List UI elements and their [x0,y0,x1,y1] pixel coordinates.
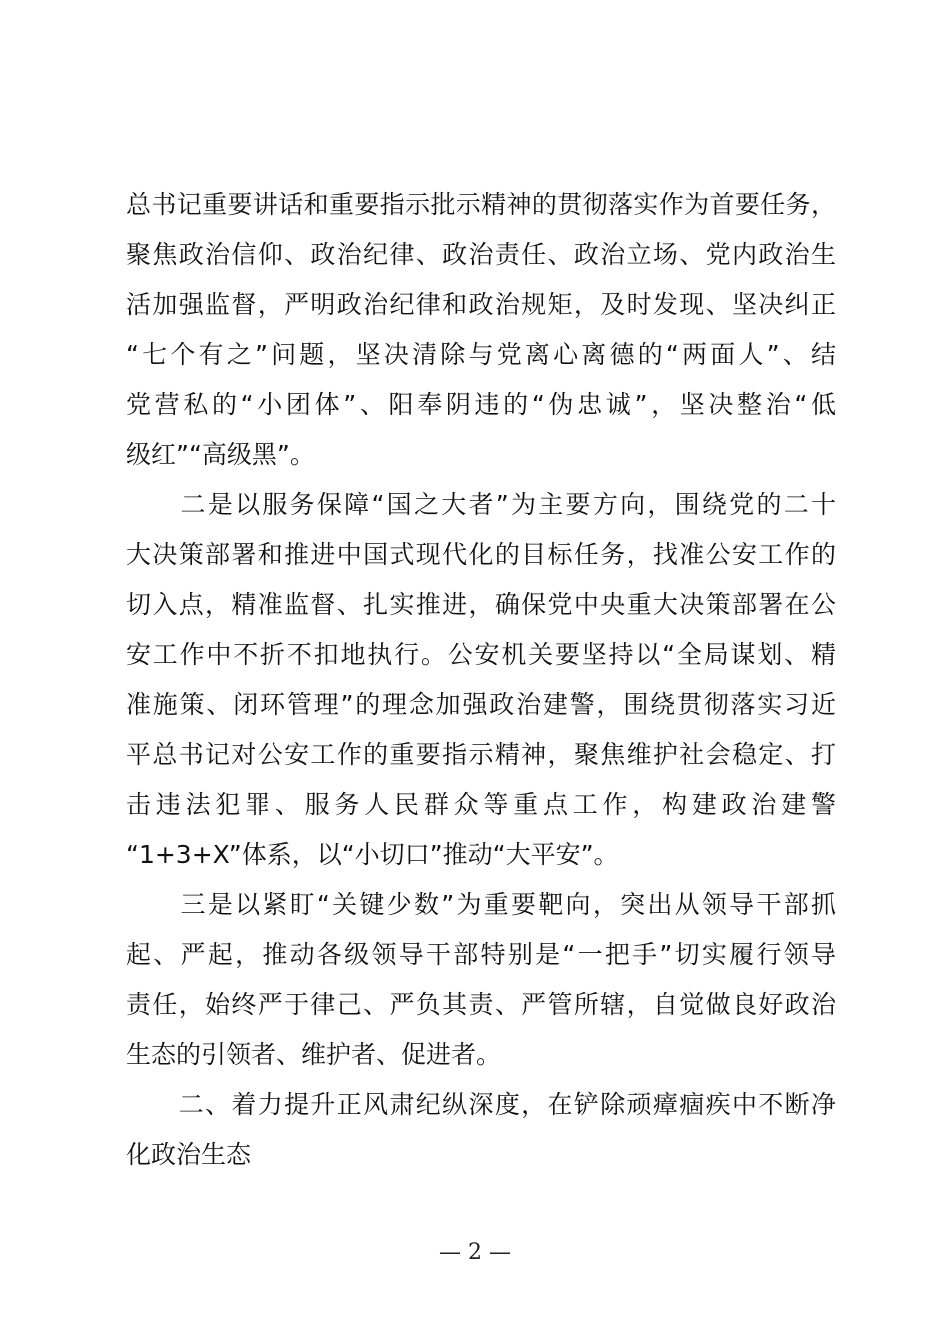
section-heading-line: 二、着力提升正风肃纪纵深度，在铲除顽瘴痼疾中不断净 [126,1090,836,1119]
text-line: 聚焦政治信仰、政治纪律、政治责任、政治立场、党内政治生 [126,240,836,269]
text-line: 级红”“高级黑”。 [126,440,315,469]
text-line: 活加强监督，严明政治纪律和政治规矩，及时发现、坚决纠正 [126,290,836,319]
text-line: 党营私的“小团体”、阳奉阴违的“伪忠诚”，坚决整治“低 [126,390,836,419]
text-line: 二是以服务保障“国之大者”为主要方向，围绕党的二十 [126,490,836,519]
text-line: 起、严起，推动各级领导干部特别是“一把手”切实履行领导 [126,940,836,969]
text-line: 生态的引领者、维护者、促进者。 [126,1040,502,1069]
section-heading-line: 化政治生态 [126,1140,252,1169]
body-text [126,180,836,1180]
text-line: 击违法犯罪、服务人民群众等重点工作，构建政治建警 [126,790,836,819]
text-line: 三是以紧盯“关键少数”为重要靶向，突出从领导干部抓 [126,890,836,919]
page-number: — 2 — [439,1240,511,1265]
text-line: 安工作中不折不扣地执行。公安机关要坚持以“全局谋划、精 [126,640,836,669]
text-line: 切入点，精准监督、扎实推进，确保党中央重大决策部署在公 [126,590,836,619]
text-line: 大决策部署和推进中国式现代化的目标任务，找准公安工作的 [126,540,836,569]
text-line: 总书记重要讲话和重要指示批示精神的贯彻落实作为首要任务， [126,190,836,219]
text-line: 准施策、闭环管理”的理念加强政治建警，围绕贯彻落实习近 [126,690,836,719]
text-line: 责任，始终严于律己、严负其责、严管所辖，自觉做良好政治 [126,990,836,1019]
text-line: “七个有之”问题，坚决清除与党离心离德的“两面人”、结 [126,340,836,369]
text-line: 平总书记对公安工作的重要指示精神，聚焦维护社会稳定、打 [126,740,836,769]
text-line: “1+3+X”体系，以“小切口”推动“大平安”。 [126,840,619,869]
